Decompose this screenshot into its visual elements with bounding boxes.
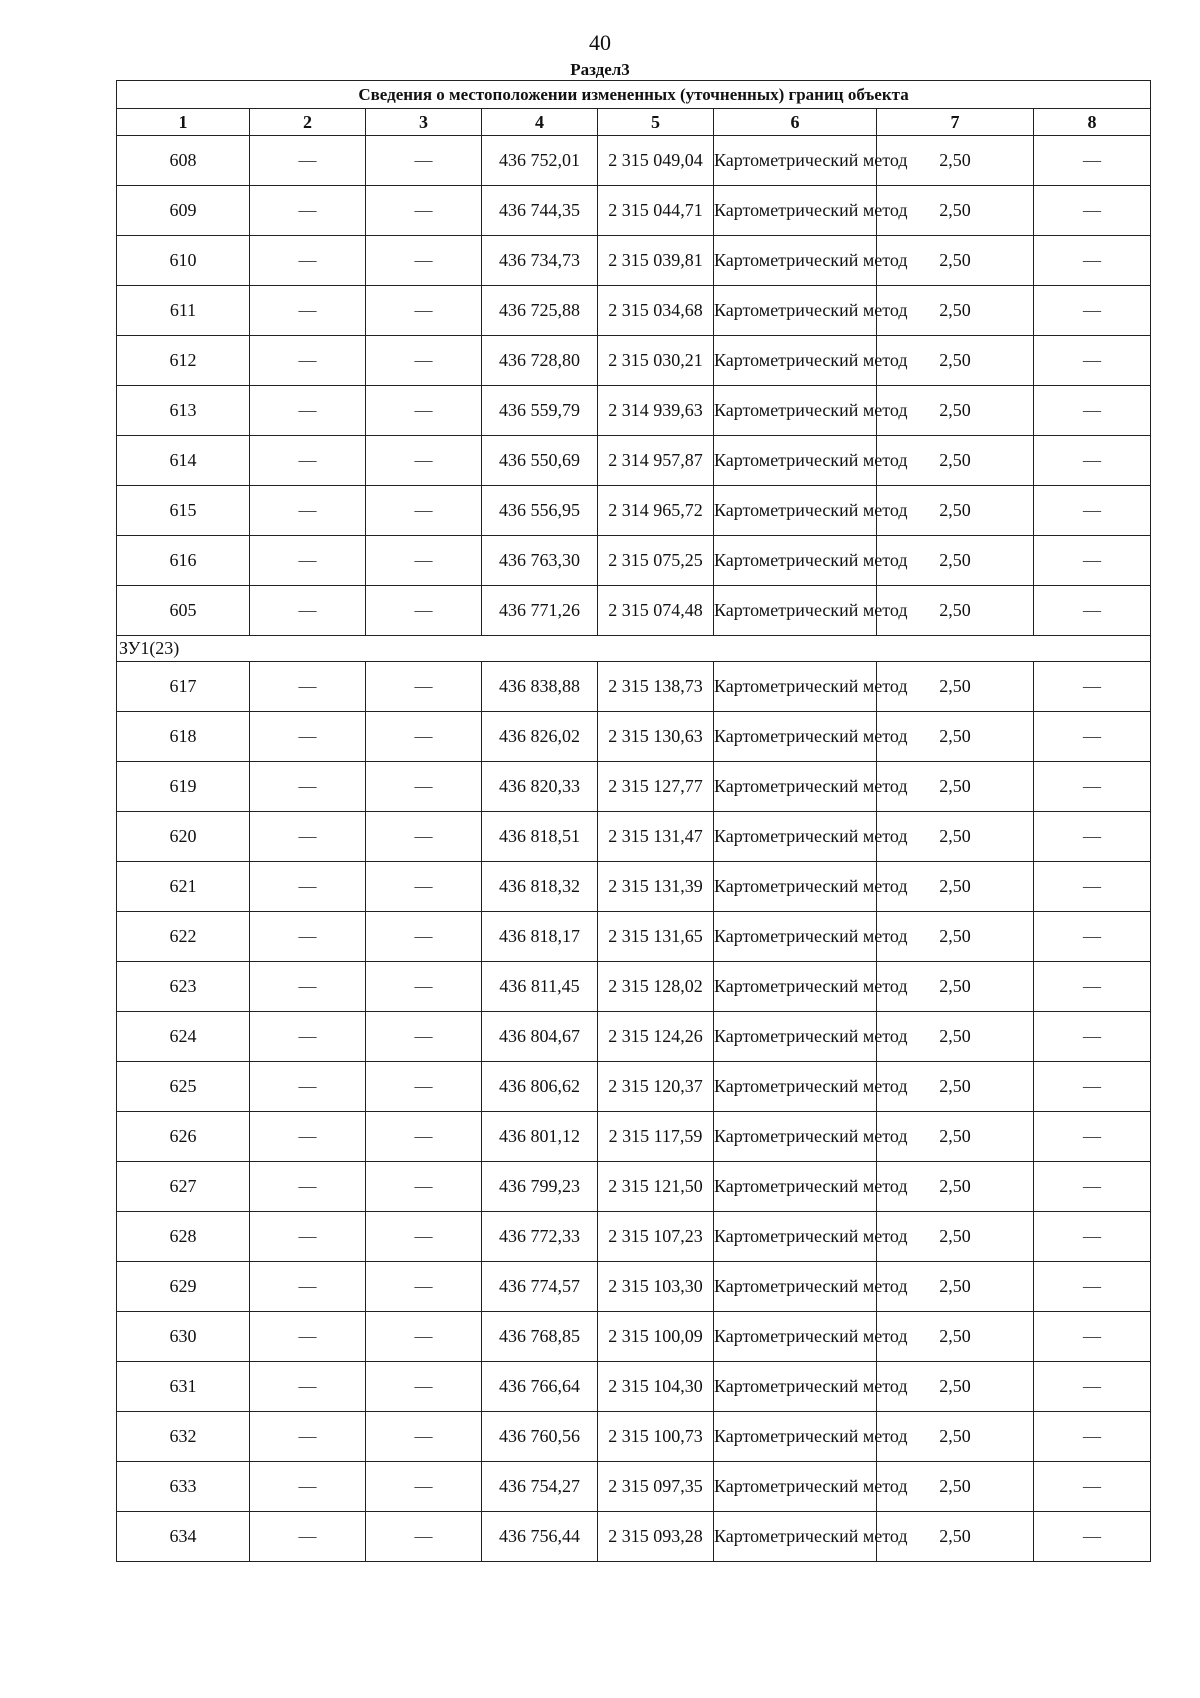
point-number-cell: 619 (117, 762, 250, 812)
empty-cell-col8: — (1034, 436, 1151, 486)
method-cell: Картометрический метод (714, 336, 877, 386)
table-row (117, 1212, 1151, 1262)
method-cell: Картометрический метод (714, 1362, 877, 1412)
point-number-cell: 615 (117, 486, 250, 536)
y-coordinate-cell: 2 315 100,09 (598, 1312, 714, 1362)
accuracy-cell: 2,50 (877, 336, 1034, 386)
table-row (117, 1112, 1151, 1162)
y-coordinate-cell: 2 315 030,21 (598, 336, 714, 386)
empty-cell-col3: — (366, 912, 482, 962)
empty-cell-col2: — (250, 662, 366, 712)
x-coordinate-cell: 436 734,73 (482, 236, 598, 286)
point-number-cell: 620 (117, 812, 250, 862)
empty-cell-col2: — (250, 1412, 366, 1462)
x-coordinate-cell: 436 550,69 (482, 436, 598, 486)
group-label: ЗУ1(23) (117, 636, 1151, 662)
x-coordinate-cell: 436 763,30 (482, 536, 598, 586)
empty-cell-col2: — (250, 1512, 366, 1562)
empty-cell-col2: — (250, 862, 366, 912)
point-number-cell: 628 (117, 1212, 250, 1262)
empty-cell-col8: — (1034, 386, 1151, 436)
column-header-6: 6 (714, 109, 877, 136)
empty-cell-col2: — (250, 1012, 366, 1062)
x-coordinate-cell: 436 754,27 (482, 1462, 598, 1512)
empty-cell-col8: — (1034, 1512, 1151, 1562)
empty-cell-col8: — (1034, 336, 1151, 386)
empty-cell-col3: — (366, 1412, 482, 1462)
column-header-4: 4 (482, 109, 598, 136)
empty-cell-col2: — (250, 136, 366, 186)
empty-cell-col8: — (1034, 912, 1151, 962)
accuracy-cell: 2,50 (877, 586, 1034, 636)
y-coordinate-cell: 2 315 107,23 (598, 1212, 714, 1262)
point-number-cell: 631 (117, 1362, 250, 1412)
empty-cell-col3: — (366, 1162, 482, 1212)
accuracy-cell: 2,50 (877, 1512, 1034, 1562)
point-number-cell: 626 (117, 1112, 250, 1162)
x-coordinate-cell: 436 752,01 (482, 136, 598, 186)
point-number-cell: 613 (117, 386, 250, 436)
empty-cell-col8: — (1034, 1062, 1151, 1112)
empty-cell-col2: — (250, 962, 366, 1012)
method-cell: Картометрический метод (714, 962, 877, 1012)
table-row (117, 862, 1151, 912)
point-number-cell: 632 (117, 1412, 250, 1462)
accuracy-cell: 2,50 (877, 536, 1034, 586)
method-cell: Картометрический метод (714, 1462, 877, 1512)
empty-cell-col8: — (1034, 762, 1151, 812)
table-row (117, 1312, 1151, 1362)
point-number-cell: 608 (117, 136, 250, 186)
method-cell: Картометрический метод (714, 1162, 877, 1212)
point-number-cell: 616 (117, 536, 250, 586)
x-coordinate-cell: 436 818,17 (482, 912, 598, 962)
empty-cell-col3: — (366, 586, 482, 636)
empty-cell-col3: — (366, 186, 482, 236)
y-coordinate-cell: 2 315 034,68 (598, 286, 714, 336)
table-row (117, 1162, 1151, 1212)
method-cell: Картометрический метод (714, 236, 877, 286)
empty-cell-col2: — (250, 286, 366, 336)
x-coordinate-cell: 436 774,57 (482, 1262, 598, 1312)
table-caption: Сведения о местоположении измененных (уточненных) границ объекта (117, 81, 1151, 109)
column-header-7: 7 (877, 109, 1034, 136)
x-coordinate-cell: 436 744,35 (482, 186, 598, 236)
column-header-2: 2 (250, 109, 366, 136)
y-coordinate-cell: 2 315 130,63 (598, 712, 714, 762)
method-cell: Картометрический метод (714, 1512, 877, 1562)
empty-cell-col8: — (1034, 1412, 1151, 1462)
empty-cell-col8: — (1034, 536, 1151, 586)
accuracy-cell: 2,50 (877, 486, 1034, 536)
empty-cell-col8: — (1034, 186, 1151, 236)
empty-cell-col2: — (250, 1462, 366, 1512)
empty-cell-col3: — (366, 236, 482, 286)
accuracy-cell: 2,50 (877, 1462, 1034, 1512)
y-coordinate-cell: 2 315 138,73 (598, 662, 714, 712)
empty-cell-col3: — (366, 1062, 482, 1112)
table-row (117, 812, 1151, 862)
x-coordinate-cell: 436 818,32 (482, 862, 598, 912)
x-coordinate-cell: 436 826,02 (482, 712, 598, 762)
empty-cell-col2: — (250, 1062, 366, 1112)
point-number-cell: 612 (117, 336, 250, 386)
table-row (117, 962, 1151, 1012)
method-cell: Картометрический метод (714, 486, 877, 536)
x-coordinate-cell: 436 725,88 (482, 286, 598, 336)
table-row (117, 236, 1151, 286)
table-row (117, 1462, 1151, 1512)
y-coordinate-cell: 2 315 127,77 (598, 762, 714, 812)
point-number-cell: 623 (117, 962, 250, 1012)
accuracy-cell: 2,50 (877, 1062, 1034, 1112)
x-coordinate-cell: 436 801,12 (482, 1112, 598, 1162)
method-cell: Картометрический метод (714, 1012, 877, 1062)
empty-cell-col3: — (366, 1112, 482, 1162)
empty-cell-col3: — (366, 436, 482, 486)
table-row (117, 662, 1151, 712)
empty-cell-col3: — (366, 536, 482, 586)
point-number-cell: 625 (117, 1062, 250, 1112)
accuracy-cell: 2,50 (877, 912, 1034, 962)
empty-cell-col3: — (366, 1012, 482, 1062)
x-coordinate-cell: 436 820,33 (482, 762, 598, 812)
empty-cell-col3: — (366, 762, 482, 812)
x-coordinate-cell: 436 838,88 (482, 662, 598, 712)
y-coordinate-cell: 2 315 128,02 (598, 962, 714, 1012)
method-cell: Картометрический метод (714, 136, 877, 186)
method-cell: Картометрический метод (714, 1062, 877, 1112)
method-cell: Картометрический метод (714, 286, 877, 336)
empty-cell-col8: — (1034, 1162, 1151, 1212)
point-number-cell: 618 (117, 712, 250, 762)
point-number-cell: 617 (117, 662, 250, 712)
x-coordinate-cell: 436 766,64 (482, 1362, 598, 1412)
empty-cell-col3: — (366, 336, 482, 386)
y-coordinate-cell: 2 315 049,04 (598, 136, 714, 186)
accuracy-cell: 2,50 (877, 1162, 1034, 1212)
x-coordinate-cell: 436 768,85 (482, 1312, 598, 1362)
empty-cell-col2: — (250, 486, 366, 536)
table-row (117, 186, 1151, 236)
accuracy-cell: 2,50 (877, 386, 1034, 436)
y-coordinate-cell: 2 314 957,87 (598, 436, 714, 486)
empty-cell-col8: — (1034, 712, 1151, 762)
empty-cell-col2: — (250, 762, 366, 812)
empty-cell-col2: — (250, 1162, 366, 1212)
table-row (117, 436, 1151, 486)
table-row (117, 586, 1151, 636)
method-cell: Картометрический метод (714, 1312, 877, 1362)
empty-cell-col8: — (1034, 1262, 1151, 1312)
accuracy-cell: 2,50 (877, 1412, 1034, 1462)
y-coordinate-cell: 2 315 131,65 (598, 912, 714, 962)
method-cell: Картометрический метод (714, 436, 877, 486)
table-row (117, 486, 1151, 536)
y-coordinate-cell: 2 315 117,59 (598, 1112, 714, 1162)
empty-cell-col8: — (1034, 962, 1151, 1012)
y-coordinate-cell: 2 315 044,71 (598, 186, 714, 236)
x-coordinate-cell: 436 818,51 (482, 812, 598, 862)
point-number-cell: 633 (117, 1462, 250, 1512)
accuracy-cell: 2,50 (877, 1212, 1034, 1262)
table-row (117, 1512, 1151, 1562)
accuracy-cell: 2,50 (877, 812, 1034, 862)
empty-cell-col3: — (366, 1512, 482, 1562)
method-cell: Картометрический метод (714, 912, 877, 962)
y-coordinate-cell: 2 315 131,39 (598, 862, 714, 912)
empty-cell-col8: — (1034, 812, 1151, 862)
empty-cell-col2: — (250, 812, 366, 862)
y-coordinate-cell: 2 315 100,73 (598, 1412, 714, 1462)
y-coordinate-cell: 2 315 121,50 (598, 1162, 714, 1212)
point-number-cell: 630 (117, 1312, 250, 1362)
point-number-cell: 611 (117, 286, 250, 336)
y-coordinate-cell: 2 315 103,30 (598, 1262, 714, 1312)
table-row (117, 1262, 1151, 1312)
accuracy-cell: 2,50 (877, 286, 1034, 336)
method-cell: Картометрический метод (714, 586, 877, 636)
y-coordinate-cell: 2 315 075,25 (598, 536, 714, 586)
empty-cell-col2: — (250, 712, 366, 762)
x-coordinate-cell: 436 772,33 (482, 1212, 598, 1262)
table-row (117, 762, 1151, 812)
accuracy-cell: 2,50 (877, 762, 1034, 812)
y-coordinate-cell: 2 315 097,35 (598, 1462, 714, 1512)
y-coordinate-cell: 2 315 131,47 (598, 812, 714, 862)
method-cell: Картометрический метод (714, 186, 877, 236)
empty-cell-col3: — (366, 1362, 482, 1412)
empty-cell-col3: — (366, 136, 482, 186)
method-cell: Картометрический метод (714, 386, 877, 436)
empty-cell-col2: — (250, 536, 366, 586)
table-row (117, 1062, 1151, 1112)
method-cell: Картометрический метод (714, 712, 877, 762)
point-number-cell: 634 (117, 1512, 250, 1562)
empty-cell-col8: — (1034, 1462, 1151, 1512)
x-coordinate-cell: 436 799,23 (482, 1162, 598, 1212)
table-row (117, 912, 1151, 962)
y-coordinate-cell: 2 315 074,48 (598, 586, 714, 636)
accuracy-cell: 2,50 (877, 1012, 1034, 1062)
empty-cell-col8: — (1034, 1362, 1151, 1412)
point-number-cell: 624 (117, 1012, 250, 1062)
method-cell: Картометрический метод (714, 662, 877, 712)
point-number-cell: 610 (117, 236, 250, 286)
table-body (117, 136, 1151, 1562)
empty-cell-col2: — (250, 186, 366, 236)
column-header-5: 5 (598, 109, 714, 136)
method-cell: Картометрический метод (714, 1112, 877, 1162)
point-number-cell: 629 (117, 1262, 250, 1312)
x-coordinate-cell: 436 728,80 (482, 336, 598, 386)
method-cell: Картометрический метод (714, 1412, 877, 1462)
x-coordinate-cell: 436 756,44 (482, 1512, 598, 1562)
empty-cell-col2: — (250, 1262, 366, 1312)
empty-cell-col2: — (250, 1312, 366, 1362)
accuracy-cell: 2,50 (877, 662, 1034, 712)
empty-cell-col8: — (1034, 1012, 1151, 1062)
empty-cell-col8: — (1034, 486, 1151, 536)
empty-cell-col3: — (366, 1462, 482, 1512)
empty-cell-col8: — (1034, 286, 1151, 336)
method-cell: Картометрический метод (714, 862, 877, 912)
y-coordinate-cell: 2 315 124,26 (598, 1012, 714, 1062)
empty-cell-col8: — (1034, 662, 1151, 712)
empty-cell-col3: — (366, 662, 482, 712)
coordinates-table (116, 80, 1151, 1562)
table-row (117, 1012, 1151, 1062)
column-header-row (117, 109, 1151, 136)
empty-cell-col2: — (250, 1362, 366, 1412)
table-row (117, 286, 1151, 336)
accuracy-cell: 2,50 (877, 862, 1034, 912)
empty-cell-col8: — (1034, 236, 1151, 286)
empty-cell-col2: — (250, 336, 366, 386)
empty-cell-col8: — (1034, 1212, 1151, 1262)
table-row (117, 1362, 1151, 1412)
method-cell: Картометрический метод (714, 536, 877, 586)
accuracy-cell: 2,50 (877, 1262, 1034, 1312)
y-coordinate-cell: 2 315 120,37 (598, 1062, 714, 1112)
empty-cell-col8: — (1034, 136, 1151, 186)
empty-cell-col8: — (1034, 586, 1151, 636)
method-cell: Картометрический метод (714, 762, 877, 812)
group-row (117, 636, 1151, 662)
empty-cell-col3: — (366, 1262, 482, 1312)
empty-cell-col8: — (1034, 1112, 1151, 1162)
point-number-cell: 622 (117, 912, 250, 962)
empty-cell-col8: — (1034, 1312, 1151, 1362)
empty-cell-col3: — (366, 1312, 482, 1362)
page-number: 40 (589, 30, 611, 55)
empty-cell-col3: — (366, 862, 482, 912)
accuracy-cell: 2,50 (877, 712, 1034, 762)
empty-cell-col2: — (250, 436, 366, 486)
point-number-cell: 627 (117, 1162, 250, 1212)
empty-cell-col3: — (366, 812, 482, 862)
table-row (117, 386, 1151, 436)
empty-cell-col2: — (250, 386, 366, 436)
empty-cell-col2: — (250, 1212, 366, 1262)
x-coordinate-cell: 436 559,79 (482, 386, 598, 436)
accuracy-cell: 2,50 (877, 1362, 1034, 1412)
empty-cell-col2: — (250, 586, 366, 636)
x-coordinate-cell: 436 811,45 (482, 962, 598, 1012)
accuracy-cell: 2,50 (877, 186, 1034, 236)
empty-cell-col2: — (250, 912, 366, 962)
accuracy-cell: 2,50 (877, 436, 1034, 486)
empty-cell-col3: — (366, 286, 482, 336)
empty-cell-col3: — (366, 712, 482, 762)
empty-cell-col3: — (366, 962, 482, 1012)
empty-cell-col3: — (366, 386, 482, 436)
accuracy-cell: 2,50 (877, 962, 1034, 1012)
table-row (117, 1412, 1151, 1462)
y-coordinate-cell: 2 314 965,72 (598, 486, 714, 536)
column-header-1: 1 (117, 109, 250, 136)
point-number-cell: 605 (117, 586, 250, 636)
method-cell: Картометрический метод (714, 1212, 877, 1262)
column-header-3: 3 (366, 109, 482, 136)
empty-cell-col3: — (366, 486, 482, 536)
x-coordinate-cell: 436 771,26 (482, 586, 598, 636)
y-coordinate-cell: 2 315 093,28 (598, 1512, 714, 1562)
x-coordinate-cell: 436 760,56 (482, 1412, 598, 1462)
column-header-8: 8 (1034, 109, 1151, 136)
y-coordinate-cell: 2 315 104,30 (598, 1362, 714, 1412)
y-coordinate-cell: 2 314 939,63 (598, 386, 714, 436)
x-coordinate-cell: 436 556,95 (482, 486, 598, 536)
point-number-cell: 621 (117, 862, 250, 912)
empty-cell-col2: — (250, 1112, 366, 1162)
accuracy-cell: 2,50 (877, 1112, 1034, 1162)
point-number-cell: 609 (117, 186, 250, 236)
empty-cell-col3: — (366, 1212, 482, 1262)
y-coordinate-cell: 2 315 039,81 (598, 236, 714, 286)
empty-cell-col8: — (1034, 862, 1151, 912)
table-row (117, 336, 1151, 386)
accuracy-cell: 2,50 (877, 136, 1034, 186)
table-row (117, 536, 1151, 586)
empty-cell-col2: — (250, 236, 366, 286)
accuracy-cell: 2,50 (877, 236, 1034, 286)
point-number-cell: 614 (117, 436, 250, 486)
method-cell: Картометрический метод (714, 1262, 877, 1312)
accuracy-cell: 2,50 (877, 1312, 1034, 1362)
method-cell: Картометрический метод (714, 812, 877, 862)
x-coordinate-cell: 436 804,67 (482, 1012, 598, 1062)
table-row (117, 136, 1151, 186)
table-row (117, 712, 1151, 762)
section-title: Раздел3 (570, 60, 630, 79)
x-coordinate-cell: 436 806,62 (482, 1062, 598, 1112)
